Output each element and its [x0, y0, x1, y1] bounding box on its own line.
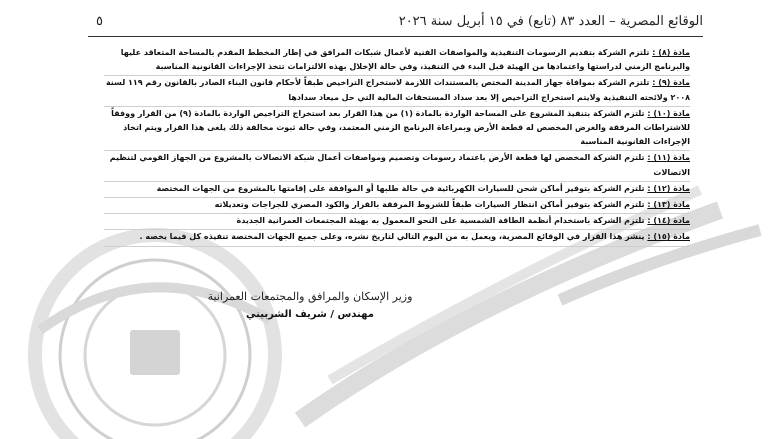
article-label: مادة (٨) :	[652, 48, 690, 57]
page-number: ٥	[96, 14, 103, 29]
article-text: تلتزم الشركة المخصص لها قطعة الأرض باعتماد رسومات وتصميم ومواصفات أعمال شبكة الاتصالات بالمشروع من الجهاز القومي لتنظيم الاتصالات	[109, 153, 690, 177]
minister-name: مهندس / شريف الشربيني	[246, 309, 374, 320]
decree-articles	[104, 46, 690, 247]
article-label: مادة (١٢) :	[647, 183, 690, 193]
article-12	[104, 182, 690, 198]
article-label: مادة (١٤) :	[647, 216, 690, 226]
article-label: مادة (١٣) :	[647, 200, 690, 210]
article-13	[104, 198, 690, 214]
article-text: تلتزم الشركة بتوفير أماكن شحن للسيارات الكهربائية في حالة طلبها أو الموافقة على إقامتها بالمشروع من الجهات المختصة	[156, 183, 645, 193]
article-text: ينشر هذا القرار في الوقائع المصرية، ويعمل به من اليوم التالي لتاريخ نشره، وعلى جميع الجهات المختصة تنفيذه كل فيما يخصه .	[139, 232, 645, 242]
article-text: تلتزم الشركة بتوفير أماكن انتظار السيارات طبقاً للشروط المرفقة بالقرار والكود المصري للجراجات وتعديلاته	[214, 200, 645, 210]
article-label: مادة (١٥) :	[647, 232, 690, 242]
article-10	[104, 107, 690, 152]
article-11	[104, 151, 690, 181]
signature-block	[180, 290, 440, 320]
article-14	[104, 214, 690, 230]
article-text: تلتزم الشركة باستخدام أنظمة الطاقة الشمسية على النحو المعمول به بهيئة المجتمعات العمرانية الجديدة	[236, 216, 645, 226]
article-text: تلتزم الشركة بتقديم الرسومات التنفيذية والمواصفات الفنية لأعمال شبكات المرافق في إطار المخطط المقدم بالمساحة المتعاقد عليها والبرنامج الزمني لدراستها واعتمادها من الهيئة قبل البدء في التنفيذ، وفي حالة الإخلال بهذه الالتزامات تتخذ الإجراءات القانونية المناسبة	[120, 48, 690, 72]
article-8	[104, 46, 690, 76]
article-label: مادة (٩) :	[652, 78, 690, 88]
article-9	[104, 76, 690, 106]
article-15	[104, 230, 690, 246]
article-label: مادة (١١) :	[647, 153, 690, 163]
gazette-header-title: الوقائع المصرية – العدد ٨٣ (تابع) في ١٥ أبريل سنة ٢٠٢٦	[398, 14, 703, 29]
article-text: تلتزم الشركة بموافاة جهاز المدينة المختص بالمستندات اللازمة لاستخراج التراخيص طبقاً لأحكام قانون البناء الصادر بالقانون رقم ١١٩ لسنة ٢٠٠٨ ولائحته التنفيذية ولايتم استخراج التراخيص إلا بعد سداد المستحقات المالية التي حل ميعاد سدادها	[105, 78, 690, 102]
article-text: تلتزم الشركة بتنفيذ المشروع على المساحة الواردة بالمادة (١) من هذا القرار بعد استخراج التراخيص الواردة بالمادة (٩) من القرار ووفقاً للاشتراطات المرفقة والغرض المخصص له قطعة الأرض وبمراعاة البرنامج الزمني المعتمد، وفي حالة ثبوت مخالفة ذلك يلغى هذا القرار ويتم اتخاذ الإجراءات القانونية المناسبة	[111, 108, 690, 147]
page-header	[14, 14, 703, 36]
article-label: مادة (١٠) :	[647, 108, 690, 118]
header-divider	[88, 36, 703, 37]
minister-title: وزير الإسكان والمرافق والمجتمعات العمرانية	[207, 290, 413, 303]
